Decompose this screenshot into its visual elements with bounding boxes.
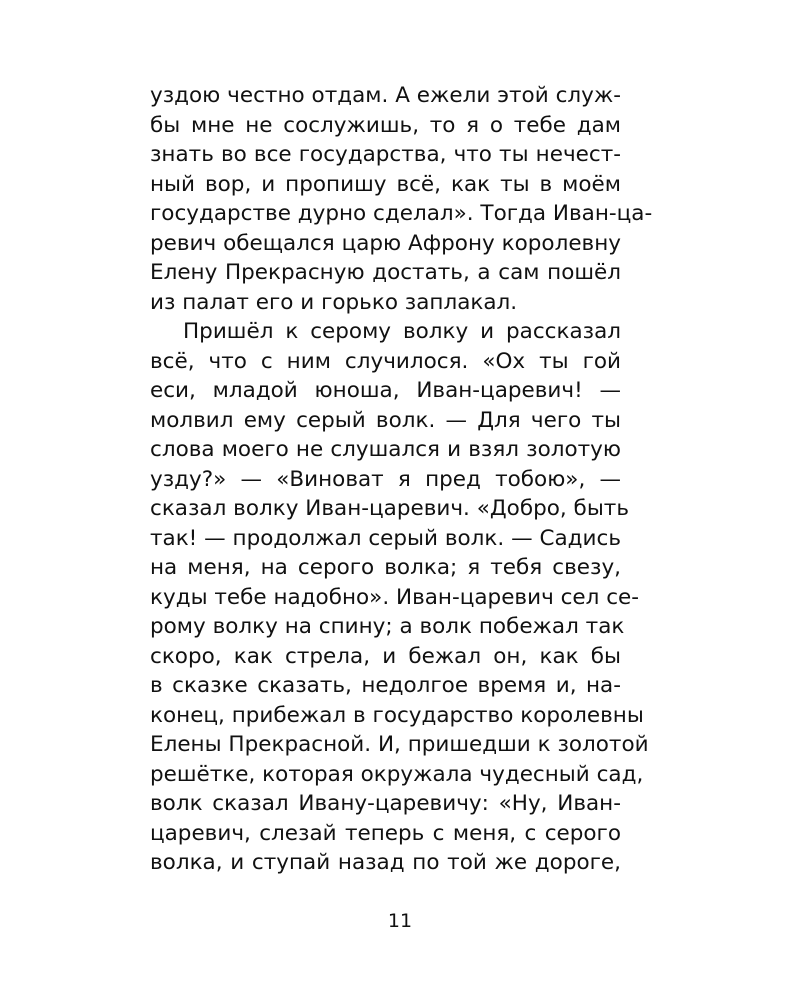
text-line: в сказке сказать, недолгое время и, на- xyxy=(150,673,621,698)
text-line: рому волку на спину; а волк побежал так xyxy=(150,614,625,639)
page-number: 11 xyxy=(387,910,413,932)
text-line: сказал волку Иван-царевич. «Добро, быть xyxy=(150,496,629,521)
text-line: бы мне не сослужишь, то я о тебе дам xyxy=(150,112,621,138)
text-line: на меня, на серого волка; я тебя свезу, xyxy=(150,555,621,580)
text-line: волк сказал Ивану-царевичу: «Ну, Иван- xyxy=(150,791,621,816)
text-line: ревич обещался царю Афрону королевну xyxy=(150,230,621,256)
text-line: скоро, как стрела, и бежал он, как бы xyxy=(150,643,621,669)
text-line: из палат его и горько заплакал. xyxy=(150,289,518,315)
text-line: узду?» — «Виноват я пред тобою», — xyxy=(150,466,621,492)
text-line: Пришёл к серому волку и рассказал xyxy=(183,319,621,344)
text-line: знать во все государства, что ты нечест- xyxy=(150,142,621,167)
text-line: Елену Прекрасную достать, а сам пошёл xyxy=(150,260,621,285)
text-line: слова моего не слушался и взял золотую xyxy=(150,437,621,462)
text-line: государстве дурно сделал». Тогда Иван-ца- xyxy=(150,201,653,226)
text-line: конец, прибежал в государство королевны xyxy=(150,702,644,728)
text-line: еси, младой юноша, Иван-царевич! — xyxy=(150,378,621,403)
text-line: царевич, слезай теперь с меня, с серого xyxy=(150,820,621,846)
text-line: так! — продолжал серый волк. — Садись xyxy=(150,525,621,551)
text-line: решётке, которая окружала чудесный сад, xyxy=(150,761,644,787)
text-line: куды тебе надобно». Иван-царевич сел се- xyxy=(150,584,640,610)
text-line: волка, и ступай назад по той же дороге, xyxy=(150,850,621,875)
text-line: ный вор, и пропишу всё, как ты в моём xyxy=(150,171,621,197)
text-line: уздою честно отдам. А ежели этой служ- xyxy=(150,83,621,108)
text-line: всё, что с ним случилося. «Ох ты гой xyxy=(150,348,621,374)
body-text xyxy=(150,81,653,878)
text-line: Елены Прекрасной. И, пришедши к золотой xyxy=(150,732,649,757)
text-line: молвил ему серый волк. — Для чего ты xyxy=(150,407,621,433)
